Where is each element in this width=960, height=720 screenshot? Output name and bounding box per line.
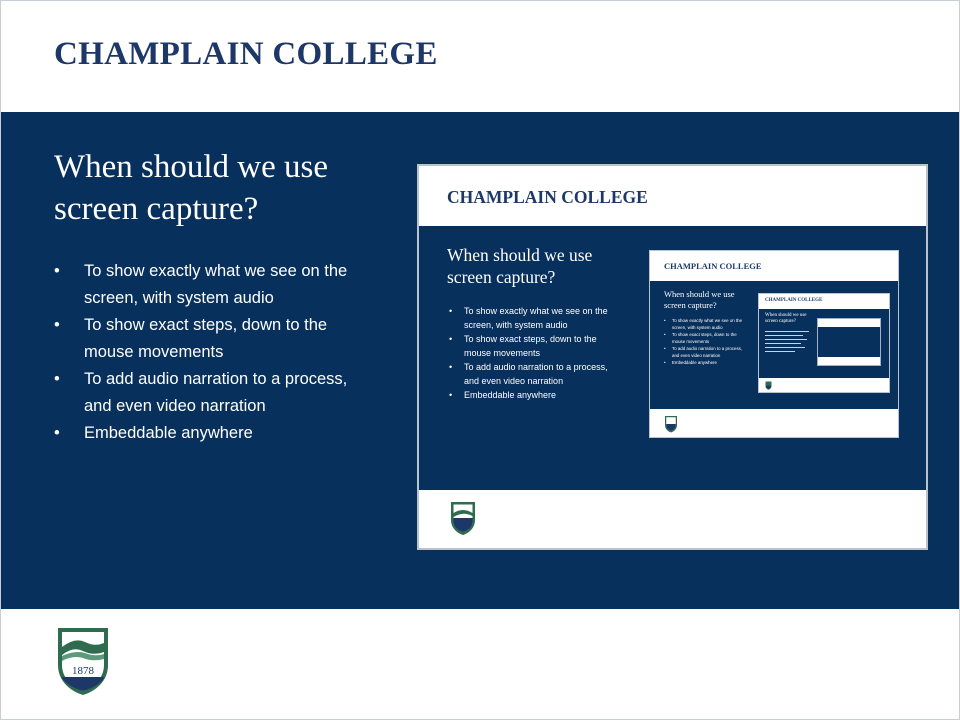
bullet-dot: • xyxy=(449,334,453,344)
bullet-text: screen, with system audio xyxy=(464,320,568,330)
nested-brand: CHAMPLAIN COLLEGE xyxy=(664,261,762,271)
thumbnail-title: When should we use screen capture? xyxy=(447,245,593,287)
screen-capture-thumbnail xyxy=(417,164,928,550)
nested-bullet xyxy=(664,331,760,345)
nested-bullet xyxy=(664,359,760,366)
bullet-text: To show exactly what we see on the xyxy=(464,306,608,316)
bullet-dot: • xyxy=(449,306,453,316)
bullet-text: To add audio narration to a process, xyxy=(464,362,608,372)
bullet-text: To show exact steps, down to the xyxy=(84,316,328,334)
nested-capture-thumbnail-deep xyxy=(758,293,890,393)
deep-footer xyxy=(759,378,889,392)
nested-bullet-list xyxy=(664,317,760,366)
bullet-dot: • xyxy=(664,346,666,351)
thumbnail-brand: CHAMPLAIN COLLEGE xyxy=(447,187,648,207)
bullet-text: Embeddable anywhere xyxy=(672,360,717,365)
thumbnail-bullet xyxy=(449,304,639,332)
bullet-item xyxy=(54,420,399,447)
nested-capture-thumbnail xyxy=(649,250,899,438)
bullet-text: To show exactly what we see on the xyxy=(84,262,348,280)
thumbnail-header xyxy=(419,166,926,226)
bullet-dot: • xyxy=(664,332,666,337)
bullet-text: and even video narration xyxy=(84,397,266,415)
bullet-text: Embeddable anywhere xyxy=(464,390,557,400)
thumbnail-bullet-list xyxy=(449,304,639,402)
bullet-dot: • xyxy=(664,360,666,365)
bullet-item xyxy=(54,258,399,312)
thumbnail-bullet xyxy=(449,360,639,388)
logo-year: 1878 xyxy=(72,665,94,677)
bullet-text: To show exact steps, down to the xyxy=(672,332,737,337)
thumbnail-bullet xyxy=(449,332,639,360)
bullet-dot: • xyxy=(54,370,60,388)
shield-icon xyxy=(765,381,772,390)
bullet-dot: • xyxy=(54,316,60,334)
shield-icon xyxy=(449,500,477,536)
slide-title: When should we use screen capture? xyxy=(54,149,329,227)
bullet-dot: • xyxy=(54,424,60,442)
bullet-text: Embeddable anywhere xyxy=(84,424,253,442)
bullet-dot: • xyxy=(54,262,60,280)
bullet-text: To show exact steps, down to the xyxy=(464,334,597,344)
nested-footer xyxy=(650,409,898,437)
nested-bullet xyxy=(664,345,760,359)
deep-brand: CHAMPLAIN COLLEGE xyxy=(765,298,823,303)
nested-title: When should we use screen capture? xyxy=(664,289,735,310)
bullet-text: screen, with system audio xyxy=(84,289,274,307)
deep-title: When should we use screen capture? xyxy=(765,313,807,324)
bullet-text: To show exactly what we see on the xyxy=(672,318,743,323)
bullet-text: mouse movements xyxy=(84,343,224,361)
deep-header xyxy=(759,294,889,309)
bullet-text: mouse movements xyxy=(672,339,710,344)
bullet-dot: • xyxy=(449,362,453,372)
brand-title: CHAMPLAIN COLLEGE xyxy=(54,36,438,72)
bullet-text: screen, with system audio xyxy=(672,325,723,330)
bullet-dot: • xyxy=(664,318,666,323)
slide-header xyxy=(0,0,960,112)
nested-header xyxy=(650,251,898,281)
deep-bullet-lines xyxy=(765,328,813,364)
bullet-text: and even video narration xyxy=(464,376,564,386)
deep-inner-thumbnail xyxy=(817,318,881,366)
bullet-text: To add audio narration to a process, xyxy=(84,370,348,388)
bullet-dot: • xyxy=(449,390,453,400)
bullet-item xyxy=(54,366,399,420)
thumbnail-footer xyxy=(419,490,926,548)
nested-bullet xyxy=(664,317,760,331)
bullet-text: To add audio narration to a process, xyxy=(672,346,743,351)
shield-icon xyxy=(664,415,678,433)
champlain-shield-icon xyxy=(55,625,111,697)
bullet-text: and even video narration xyxy=(672,353,721,358)
bullet-text: mouse movements xyxy=(464,348,541,358)
thumbnail-bullet xyxy=(449,388,639,402)
bullet-list xyxy=(54,258,399,447)
bullet-item xyxy=(54,312,399,366)
